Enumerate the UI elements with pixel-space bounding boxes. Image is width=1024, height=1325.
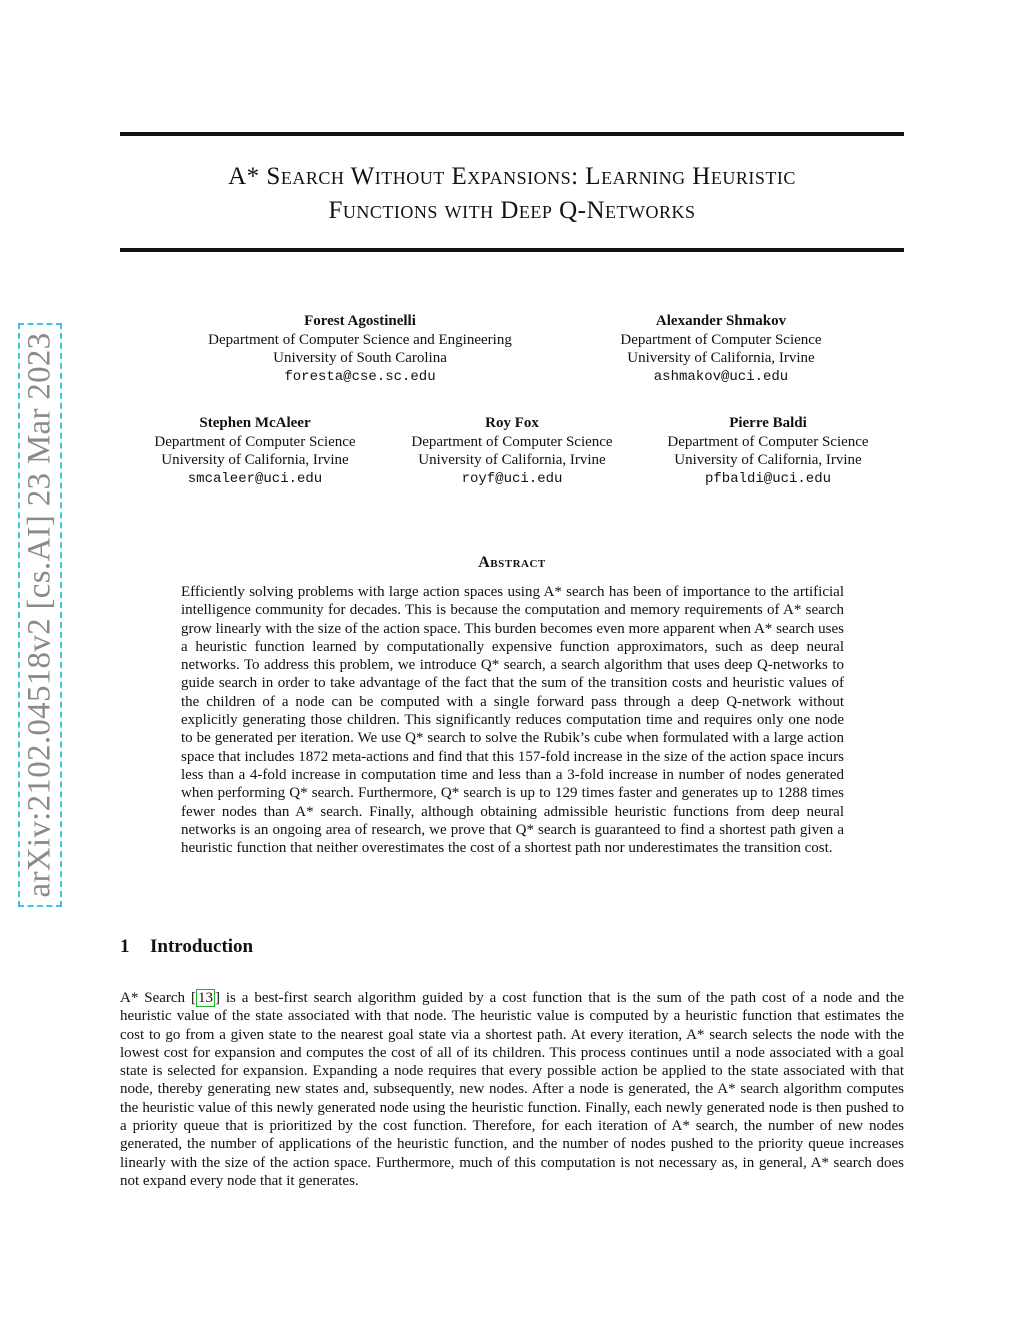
author-university: University of California, Irvine xyxy=(418,452,606,468)
author-email[interactable]: ashmakov@uci.edu xyxy=(653,368,789,385)
author-block-baldi xyxy=(667,414,868,488)
author-email[interactable]: royf@uci.edu xyxy=(461,470,563,487)
title-bottom-rule xyxy=(120,248,904,252)
author-university: University of California, Irvine xyxy=(161,452,349,468)
author-name: Pierre Baldi xyxy=(729,415,807,431)
author-block-fox xyxy=(411,414,612,488)
title-top-rule xyxy=(120,132,904,136)
author-department: Department of Computer Science xyxy=(154,433,356,450)
author-university: University of California, Irvine xyxy=(674,452,862,468)
author-university: University of South Carolina xyxy=(273,350,447,366)
author-department: Department of Computer Science and Engineering xyxy=(208,331,512,348)
paper-title xyxy=(120,160,904,228)
author-name: Forest Agostinelli xyxy=(304,313,416,329)
author-department: Department of Computer Science xyxy=(620,331,822,348)
intro-text-rest: ] is a best-first search algorithm guided by a cost function that is the sum of the path cost of a node and the heuristic value of the state associated with that node. The heuristic value is computed by a heuristic function that estimates the cost to go from a given state to the nearest goal state via a shortest path. At every iteration, A* search selects the node with the lowest cost for expansion and computes the cost of all of its children. This process continues until a node associated with a goal state is selected for expansion. Expanding a node requires that every possible action be applied to the state associated with that node, thereby generating new states and, subsequently, new nodes. After a node is generated, the A* search algorithm computes the heuristic value of this newly generated node using the heuristic function. Finally, each newly generated node is then pushed to a priority queue that is prioritized by the cost function. Therefore, for each iteration of A* search, the number of new nodes generated, the number of applications of the heuristic function, and the number of nodes pushed to the priority queue increases linearly with the size of the action space. Furthermore, much of this computation is not necessary as, in general, A* search does not expand every node that it generates. xyxy=(120,990,905,1189)
abstract-heading: Abstract xyxy=(478,554,546,571)
abstract-text: Efficiently solving problems with large action spaces using A* search has been of importance to the artificial intelligence community for decades. This is because the computation and memory requirements of A* search grow linearly with the size of the action space. This burden becomes even more apparent when A* search uses a heuristic function learned by computationally expensive function approximators, such as deep neural networks. To address this problem, we introduce Q* search, a search algorithm that uses deep Q-networks to guide search in order to take advantage of the fact that the sum of the transition costs and heuristic values of the children of a node can be computed with a single forward pass through a deep Q-network without explicitly generating those children. This significantly reduces computation time and requires only one node to be generated per iteration. We use Q* search to solve the Rubik’s cube when formulated with a large action space that includes 1872 meta-actions and find that this 157-fold increase in the size of the action space incurs less than a 4-fold increase in computation time and less than a 3-fold increase in number of nodes generated when performing Q* search. Furthermore, Q* search is up to 129 times faster and generates up to 1288 times fewer nodes than A* search. Finally, although obtaining admissible heuristic functions from deep neural networks is an ongoing area of research, we prove that Q* search is guaranteed to find a shortest path given a heuristic function that neither overestimates the cost of a shortest path nor underestimates the transition cost. xyxy=(181,584,844,857)
intro-text-start: A* Search [ xyxy=(120,990,196,1006)
title-line-2: Functions with Deep Q-Networks xyxy=(328,197,696,224)
author-email[interactable]: foresta@cse.sc.edu xyxy=(284,368,436,385)
section-number: 1 xyxy=(120,936,130,957)
author-department: Department of Computer Science xyxy=(411,433,613,450)
author-email[interactable]: pfbaldi@uci.edu xyxy=(704,470,832,487)
author-block-shmakov xyxy=(620,312,821,386)
author-university: University of California, Irvine xyxy=(627,350,815,366)
citation-link[interactable]: 13 xyxy=(197,990,213,1006)
author-block-mcaleer xyxy=(154,414,355,488)
arxiv-identifier: arXiv:2102.04518v2 [cs.AI] 23 Mar 2023 xyxy=(21,332,58,898)
author-block-agostinelli xyxy=(208,312,512,386)
author-name: Stephen McAleer xyxy=(199,415,311,431)
author-name: Roy Fox xyxy=(485,415,539,431)
author-email[interactable]: smcaleer@uci.edu xyxy=(187,470,323,487)
title-line-1: A* Search Without Expansions: Learning Heuristic xyxy=(228,163,796,190)
introduction-paragraph xyxy=(120,989,904,1190)
section-heading-introduction xyxy=(120,936,253,958)
section-title: Introduction xyxy=(150,936,254,957)
author-name: Alexander Shmakov xyxy=(655,313,787,329)
author-department: Department of Computer Science xyxy=(667,433,869,450)
